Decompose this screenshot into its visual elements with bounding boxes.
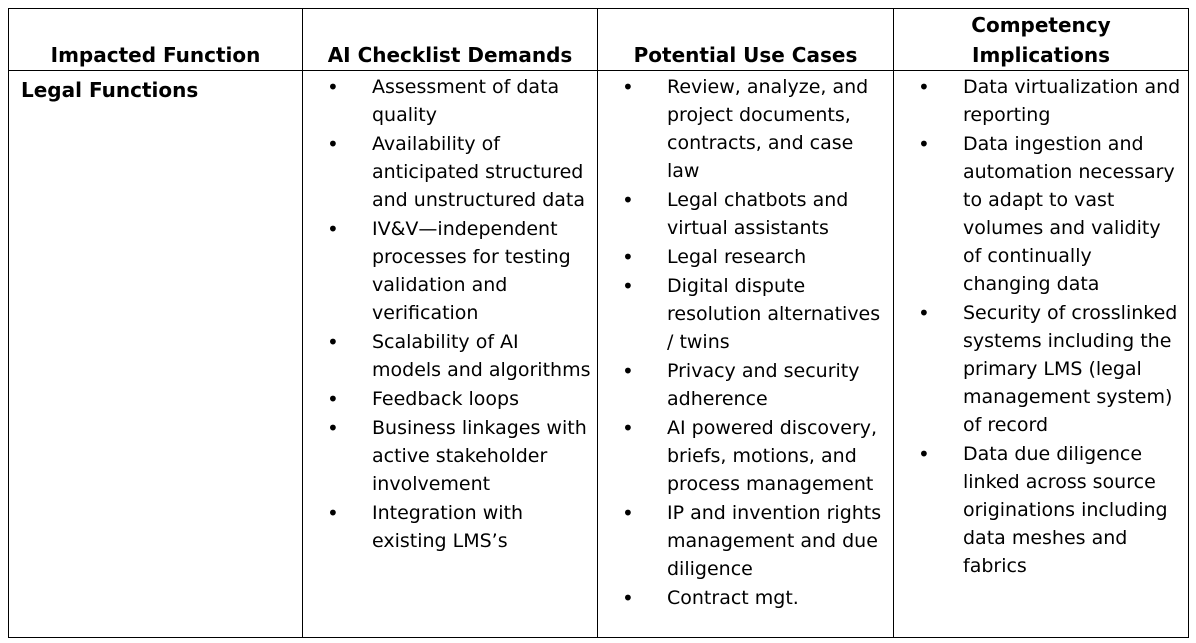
competency-cell bbox=[894, 71, 1189, 638]
table-row bbox=[9, 71, 1189, 638]
header-impacted-function: Impacted Function bbox=[9, 9, 303, 71]
list-item: • Scalability of AI models and algorithms bbox=[315, 328, 591, 384]
checklist-list bbox=[315, 73, 591, 555]
header-row bbox=[9, 9, 1189, 71]
competency-list bbox=[906, 73, 1182, 580]
checklist-cell bbox=[303, 71, 598, 638]
list-item: • Legal chatbots and virtual assistants bbox=[610, 186, 887, 242]
list-item: • Availability of anticipated structured and unstructured data bbox=[315, 130, 591, 214]
impact-table bbox=[8, 8, 1189, 638]
function-name: Legal Functions bbox=[21, 78, 199, 102]
function-cell bbox=[9, 71, 303, 638]
list-item: • Privacy and security adherence bbox=[610, 357, 887, 413]
header-competency-implications: Competency Implications bbox=[894, 9, 1189, 71]
list-item: • Feedback loops bbox=[315, 385, 591, 413]
list-item: • Business linkages with active stakeholder involvement bbox=[315, 414, 591, 498]
list-item: • Data ingestion and automation necessary to adapt to vast volumes and validity of continually changing data bbox=[906, 130, 1182, 298]
document-page bbox=[8, 8, 1188, 638]
list-item: • Data due diligence linked across source originations including data meshes and fabrics bbox=[906, 440, 1182, 580]
list-item: • Integration with existing LMS’s bbox=[315, 499, 591, 555]
list-item: • IP and invention rights management and due diligence bbox=[610, 499, 887, 583]
list-item: • Security of crosslinked systems including the primary LMS (legal management system) of record bbox=[906, 299, 1182, 439]
header-ai-checklist-demands: AI Checklist Demands bbox=[303, 9, 598, 71]
list-item: • Contract mgt. bbox=[610, 584, 887, 612]
use-cases-list bbox=[610, 73, 887, 612]
list-item: • AI powered discovery, briefs, motions, and process management bbox=[610, 414, 887, 498]
header-potential-use-cases: Potential Use Cases bbox=[598, 9, 894, 71]
list-item: • Review, analyze, and project documents, contracts, and case law bbox=[610, 73, 887, 185]
list-item: • Assessment of data quality bbox=[315, 73, 591, 129]
list-item: • Digital dispute resolution alternatives / twins bbox=[610, 272, 887, 356]
list-item: • Legal research bbox=[610, 243, 887, 271]
use-cases-cell bbox=[598, 71, 894, 638]
list-item: • Data virtualization and reporting bbox=[906, 73, 1182, 129]
list-item: • IV&V—independent processes for testing validation and verification bbox=[315, 215, 591, 327]
